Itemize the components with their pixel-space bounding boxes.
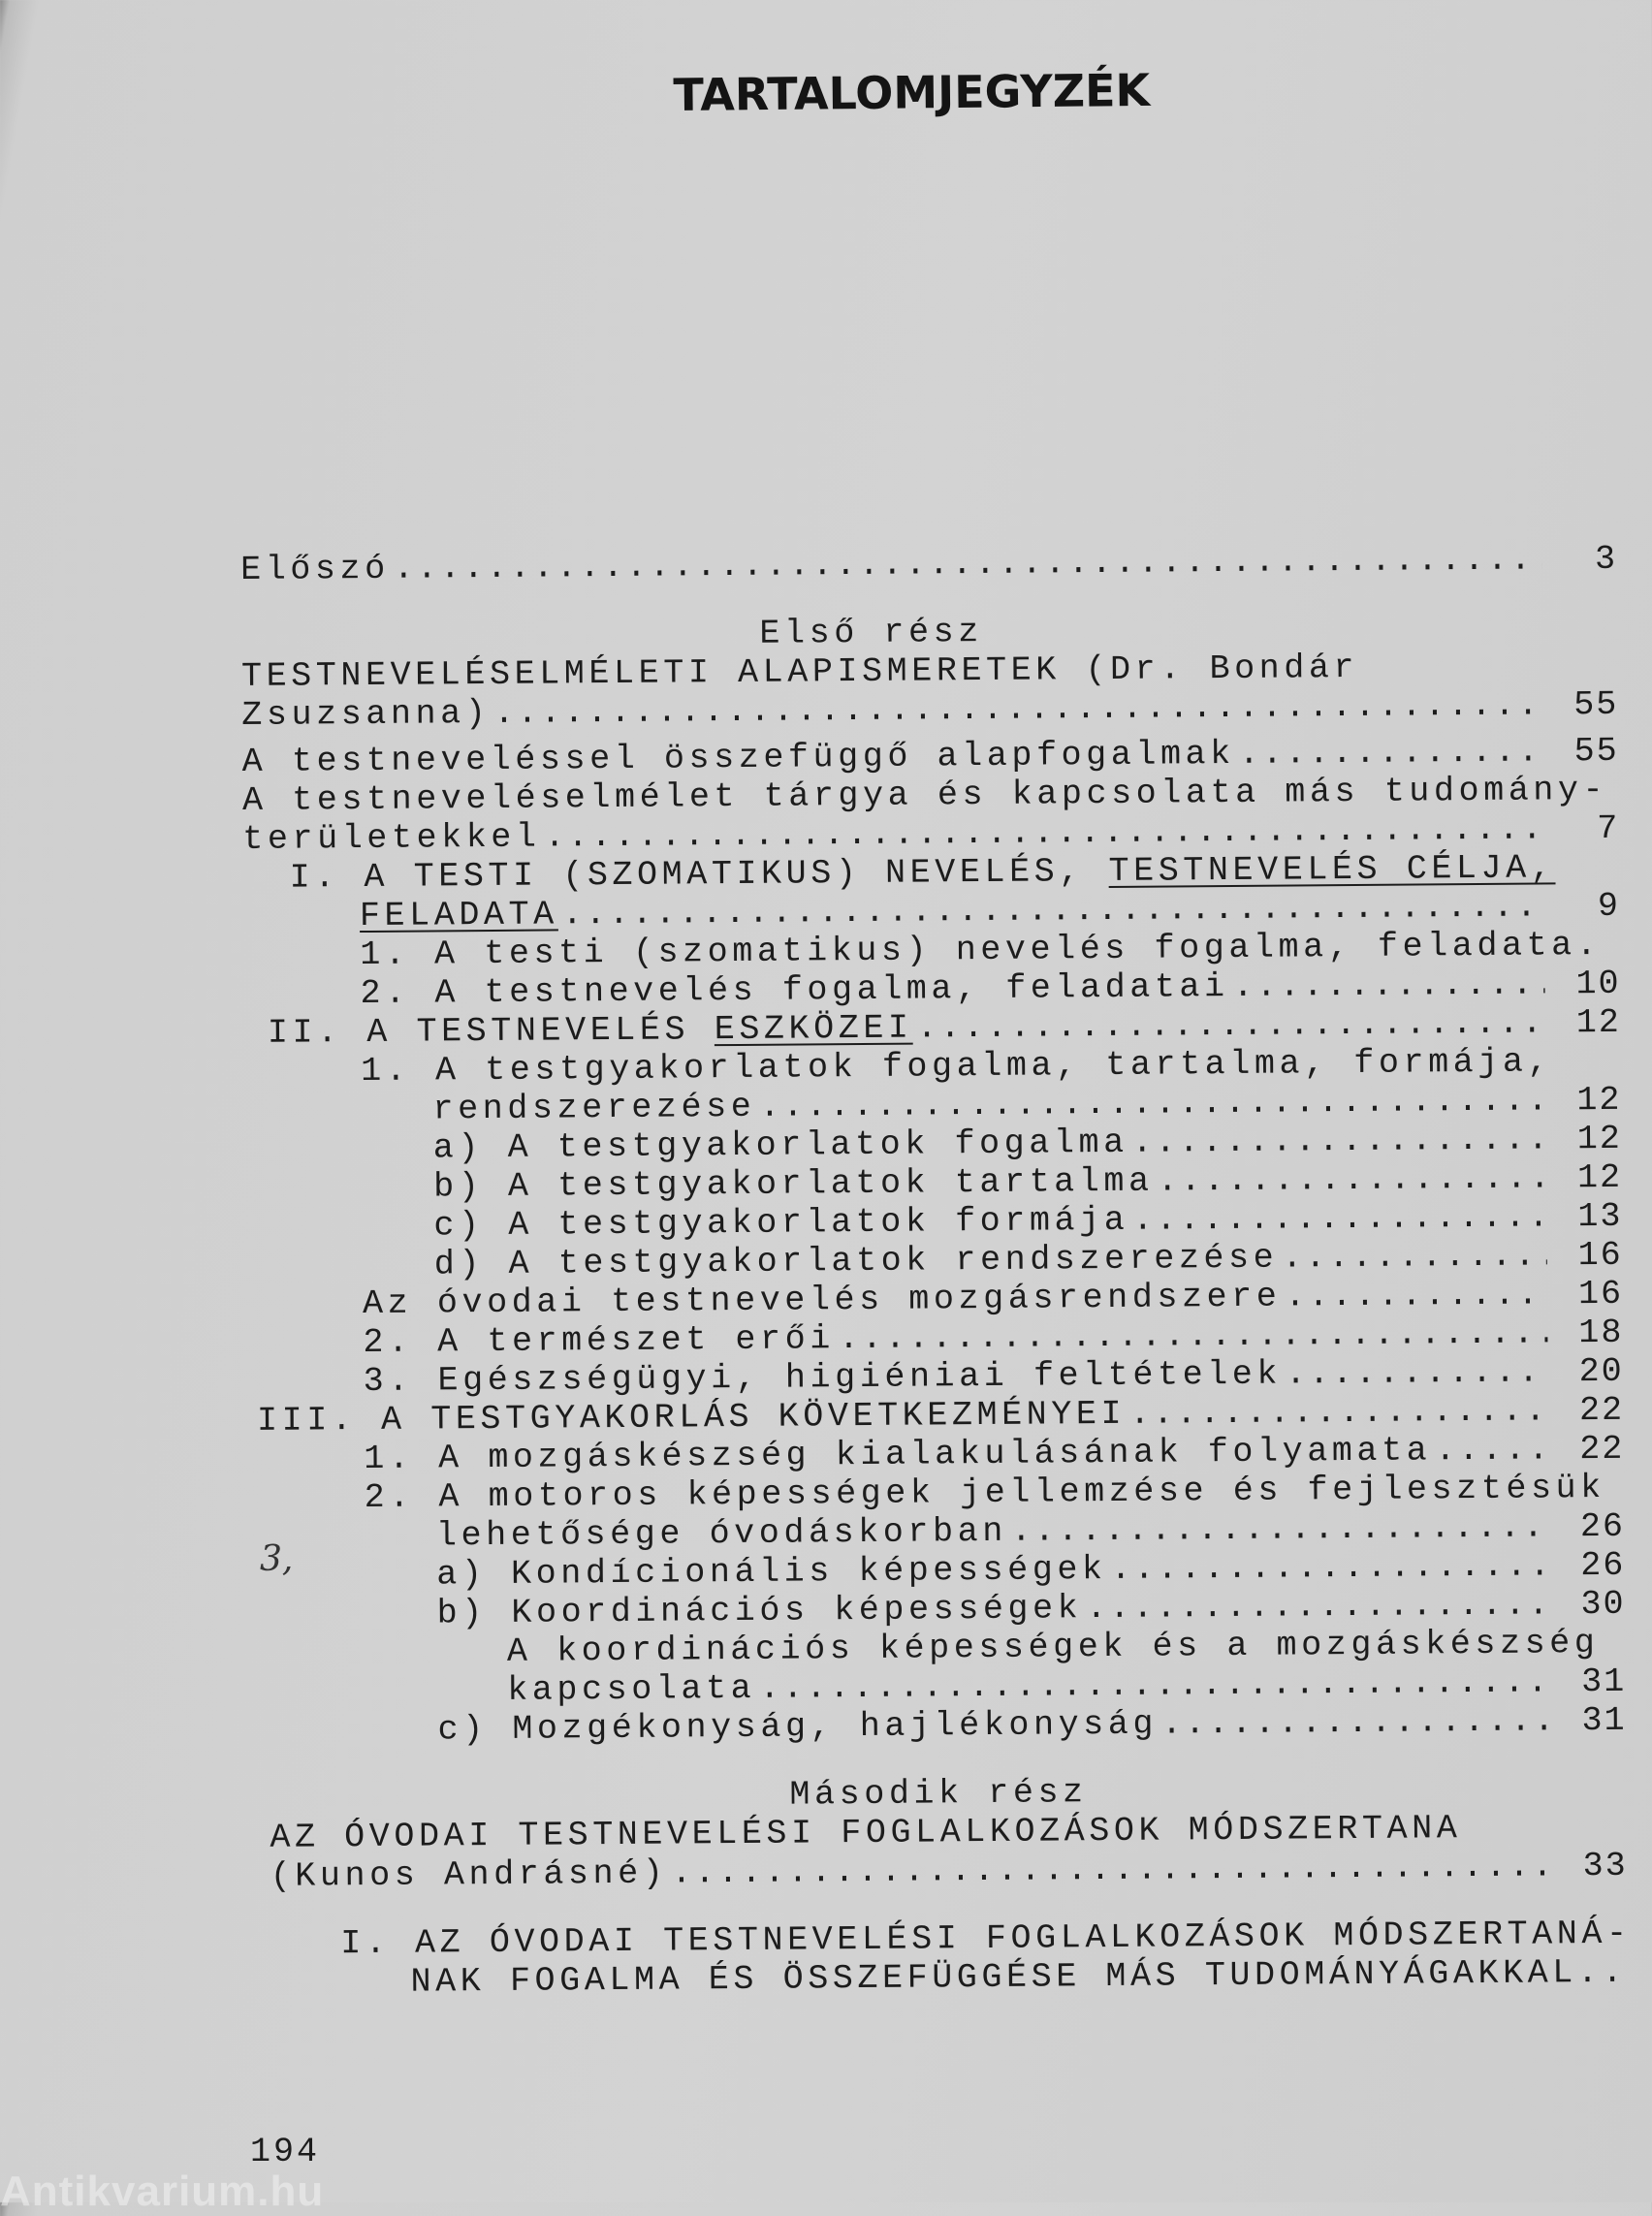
toc-entry-label: Az óvodai testnevelés mozgásrendszere — [363, 1278, 1282, 1323]
toc-entry-label: (Kunos Andrásné) — [270, 1854, 668, 1896]
page-title: TARTALOMJEGYZÉK — [582, 63, 1242, 122]
toc-page-number: 9 — [1548, 887, 1620, 927]
toc-leader-dots — [1286, 1352, 1548, 1393]
toc-leader-dots — [1129, 1391, 1548, 1433]
toc-entry-label: A testneveléselmélet tárgya és kapcsolata más tudomány- — [242, 771, 1607, 820]
toc-leader-dots — [916, 1003, 1545, 1047]
toc-page-number: 30 — [1553, 1585, 1625, 1625]
toc-entry-label: TESTNEVELÉSELMÉLETI ALAPISMERETEK (Dr. Bondár — [241, 649, 1358, 696]
toc-entry-label: A koordinációs képességek és a mozgáskészség — [507, 1624, 1600, 1671]
toc-entry-label: Zsuzsanna) — [241, 694, 490, 735]
toc-leader-dots — [1132, 1120, 1546, 1161]
toc-leader-dots — [1435, 1430, 1548, 1470]
toc-leader-dots — [1282, 1236, 1547, 1277]
toc-leader-dots — [839, 1314, 1548, 1358]
toc-page-number: 7 — [1547, 809, 1619, 849]
watermark: Antikvarium.hu — [0, 2168, 324, 2216]
toc-leader-dots — [1239, 732, 1543, 773]
toc-leader-dots — [671, 1847, 1552, 1892]
toc-page-number: 12 — [1549, 1003, 1621, 1043]
toc-entry-label: 2. A motoros képességek jellemzése és fejlesztésük — [365, 1469, 1605, 1517]
toc-page-number: 12 — [1550, 1158, 1622, 1198]
page-number: 194 — [250, 2133, 320, 2171]
toc-page-number: 3 — [1545, 540, 1617, 580]
toc-entry-label: I. AZ ÓVODAI TESTNEVELÉSI FOGLALKOZÁSOK MÓDSZERTANÁ- — [340, 1915, 1632, 1963]
toc-page-number: 55 — [1546, 685, 1618, 725]
toc-entry-label: FELADATA — [360, 895, 558, 935]
handwritten-margin-mark: 3, — [260, 1539, 293, 1579]
toc-page-number: 12 — [1549, 1081, 1621, 1121]
toc-page-number — [1608, 925, 1652, 965]
toc-entry-label: A testneveléssel összefüggő alapfogalmak — [242, 735, 1235, 781]
toc-entry-label: kapcsolata — [507, 1669, 755, 1710]
toc-page-number: 26 — [1553, 1546, 1625, 1586]
toc-leader-dots — [1285, 1275, 1547, 1315]
toc-entry-label: Előszó — [240, 550, 390, 589]
toc-leader-dots — [1132, 1197, 1546, 1239]
toc-entry-label: területekkel — [242, 818, 541, 859]
toc-leader-dots — [493, 685, 1542, 732]
toc-entry-label: 3. Egészségügyi, higiéniai feltételek — [364, 1355, 1283, 1401]
toc-entry-label: a) Kondícionális képességek — [436, 1550, 1107, 1594]
underlined-phrase: TESTNEVELÉS CÉLJA, — [1108, 848, 1555, 891]
toc-entry-label: b) Koordinációs képességek — [436, 1589, 1082, 1632]
toc-leader-dots — [1086, 1585, 1550, 1628]
toc-entry-label: c) Mozgékonyság, hajlékonyság — [437, 1705, 1158, 1750]
toc-entry-label: d) A testgyakorlatok rendszerezése — [434, 1239, 1279, 1284]
toc-page-number: 22 — [1552, 1391, 1624, 1431]
toc-page-number: 12 — [1550, 1120, 1622, 1159]
toc-entry-label: 1. A testgyakorlatok fogalma, tartalma, formája, — [361, 1042, 1552, 1091]
toc-entry-label — [268, 1009, 913, 1053]
toc-entry-label: III. A TESTGYAKORLÁS KÖVETKEZMÉNYEI — [257, 1395, 1126, 1440]
toc-page-number: 10 — [1548, 965, 1620, 1004]
toc-page-number: 20 — [1552, 1352, 1624, 1392]
toc-page-number: 31 — [1554, 1701, 1626, 1741]
table-of-contents — [240, 540, 1629, 2003]
underlined-phrase: ESZKÖZEI — [715, 1009, 913, 1050]
toc-page-number: 22 — [1552, 1430, 1624, 1470]
toc-page-number — [1627, 1952, 1652, 1992]
toc-page-number: 26 — [1553, 1507, 1625, 1547]
toc-leader-dots — [1233, 965, 1545, 1006]
toc-entry-label: a) A testgyakorlatok fogalma — [433, 1124, 1128, 1168]
toc-page-number: 13 — [1550, 1197, 1622, 1237]
toc-entry-label: 1. A mozgáskészség kialakulásának folyamata — [364, 1431, 1431, 1478]
toc-entry-label: b) A testgyakorlatok tartalma — [433, 1162, 1154, 1207]
toc-entry-label: 1. A testi (szomatikus) nevelés fogalma, feladata. — [360, 926, 1601, 974]
toc-page-number: 16 — [1551, 1275, 1623, 1314]
toc-entry-label: lehetősége óvodáskorban — [436, 1512, 1007, 1556]
toc-leader-dots — [1110, 1546, 1549, 1589]
part-heading-label: Első rész — [759, 613, 983, 653]
toc-leader-dots — [1161, 1701, 1551, 1743]
part-heading-label: Második rész — [789, 1773, 1088, 1814]
toc-leader-dots — [1011, 1507, 1549, 1550]
toc-entry-label: 2. A testnevelés fogalma, feladatai — [360, 967, 1228, 1013]
toc-entry-label: c) A testgyakorlatok formája — [433, 1201, 1128, 1246]
toc-page-number: 55 — [1547, 732, 1619, 772]
toc-entry-label: NAK FOGALMA ÉS ÖSSZEFÜGGÉSE MÁS TUDOMÁNYÁGAKKAL.. — [410, 1953, 1627, 2002]
toc-leader-dots — [759, 1081, 1545, 1125]
toc-leader-dots — [759, 1662, 1550, 1707]
toc-page-number: 31 — [1554, 1662, 1626, 1702]
toc-leader-dots — [1157, 1158, 1546, 1200]
toc-page-number: 18 — [1551, 1314, 1623, 1353]
toc-entry-label: 2. A természet erői — [363, 1319, 835, 1362]
toc-page-number: 33 — [1556, 1847, 1628, 1886]
toc-entry-label: rendszerezése — [432, 1088, 755, 1129]
toc-entry-label-part: II. A TESTNEVELÉS — [268, 1010, 715, 1053]
toc-page-number: 16 — [1551, 1236, 1623, 1276]
toc-entry-label-part: I. A TESTI (SZOMATIKUS) NEVELÉS, — [289, 852, 1108, 898]
toc-entry-label: AZ ÓVODAI TESTNEVELÉSI FOGLALKOZÁSOK MÓDSZERTANA — [270, 1809, 1461, 1857]
